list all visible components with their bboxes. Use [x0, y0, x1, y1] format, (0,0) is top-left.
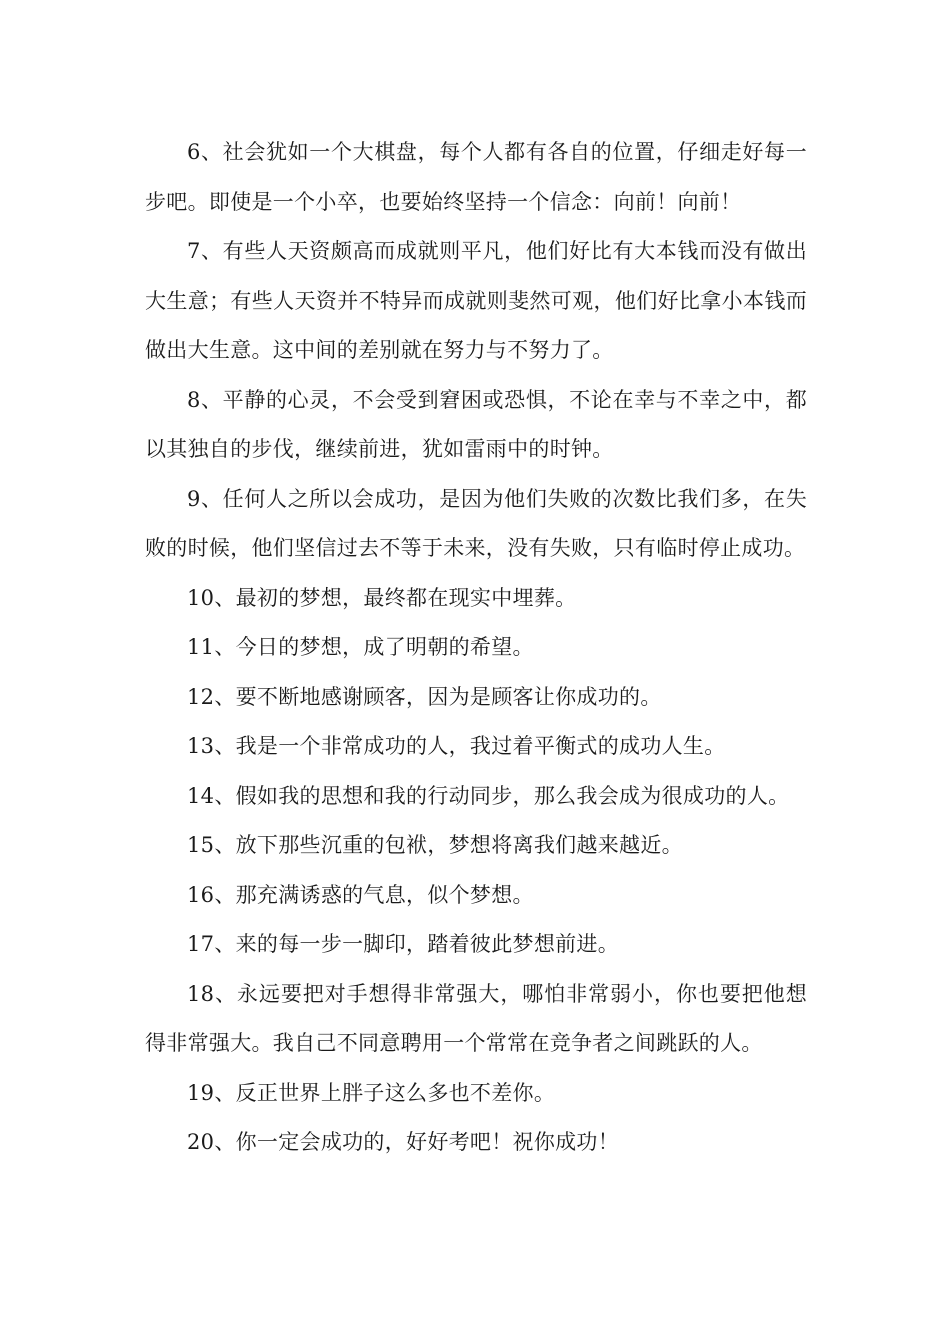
paragraph-12: 12、要不断地感谢顾客，因为是顾客让你成功的。 [187, 684, 662, 709]
paragraph-19: 19、反正世界上胖子这么多也不差你。 [187, 1080, 556, 1105]
paragraph-13: 13、我是一个非常成功的人，我过着平衡式的成功人生。 [187, 734, 726, 758]
paragraph-16: 16、那充满诱惑的气息，似个梦想。 [187, 882, 534, 907]
paragraph-6: 6、社会犹如一个大棋盘，每个人都有各自的位置，仔细走好每一步吧。即使是一个小卒，也要始终坚持一个信念：向前！向前！ [145, 140, 807, 214]
paragraph-14: 14、假如我的思想和我的行动同步，那么我会成为很成功的人。 [187, 783, 790, 808]
paragraph-8: 8、平静的心灵，不会受到窘困或恐惧，不论在幸与不幸之中，都以其独自的步伐，继续前进，犹如雷雨中的时钟。 [145, 387, 807, 461]
paragraph-15: 15、放下那些沉重的包袱，梦想将离我们越来越近。 [187, 833, 683, 857]
paragraph-7: 7、有些人天资颇高而成就则平凡，他们好比有大本钱而没有做出大生意；有些人天资并不特异而成就则斐然可观，他们好比拿小本钱而做出大生意。这中间的差别就在努力与不努力了。 [145, 239, 807, 362]
paragraph-18: 18、永远要把对手想得非常强大，哪怕非常弱小，你也要把他想得非常强大。我自己不同意聘用一个常常在竞争者之间跳跃的人。 [145, 981, 807, 1055]
document-body [145, 128, 807, 1168]
paragraph-11: 11、今日的梦想，成了明朝的希望。 [187, 635, 534, 659]
paragraph-9: 9、任何人之所以会成功，是因为他们失败的次数比我们多，在失败的时候，他们坚信过去不等于未来，没有失败，只有临时停止成功。 [145, 486, 807, 560]
paragraph-10: 10、最初的梦想，最终都在现实中埋葬。 [187, 585, 577, 610]
paragraph-20: 20、你一定会成功的，好好考吧！祝你成功！ [187, 1130, 620, 1154]
paragraph-17: 17、来的每一步一脚印，踏着彼此梦想前进。 [187, 932, 620, 956]
